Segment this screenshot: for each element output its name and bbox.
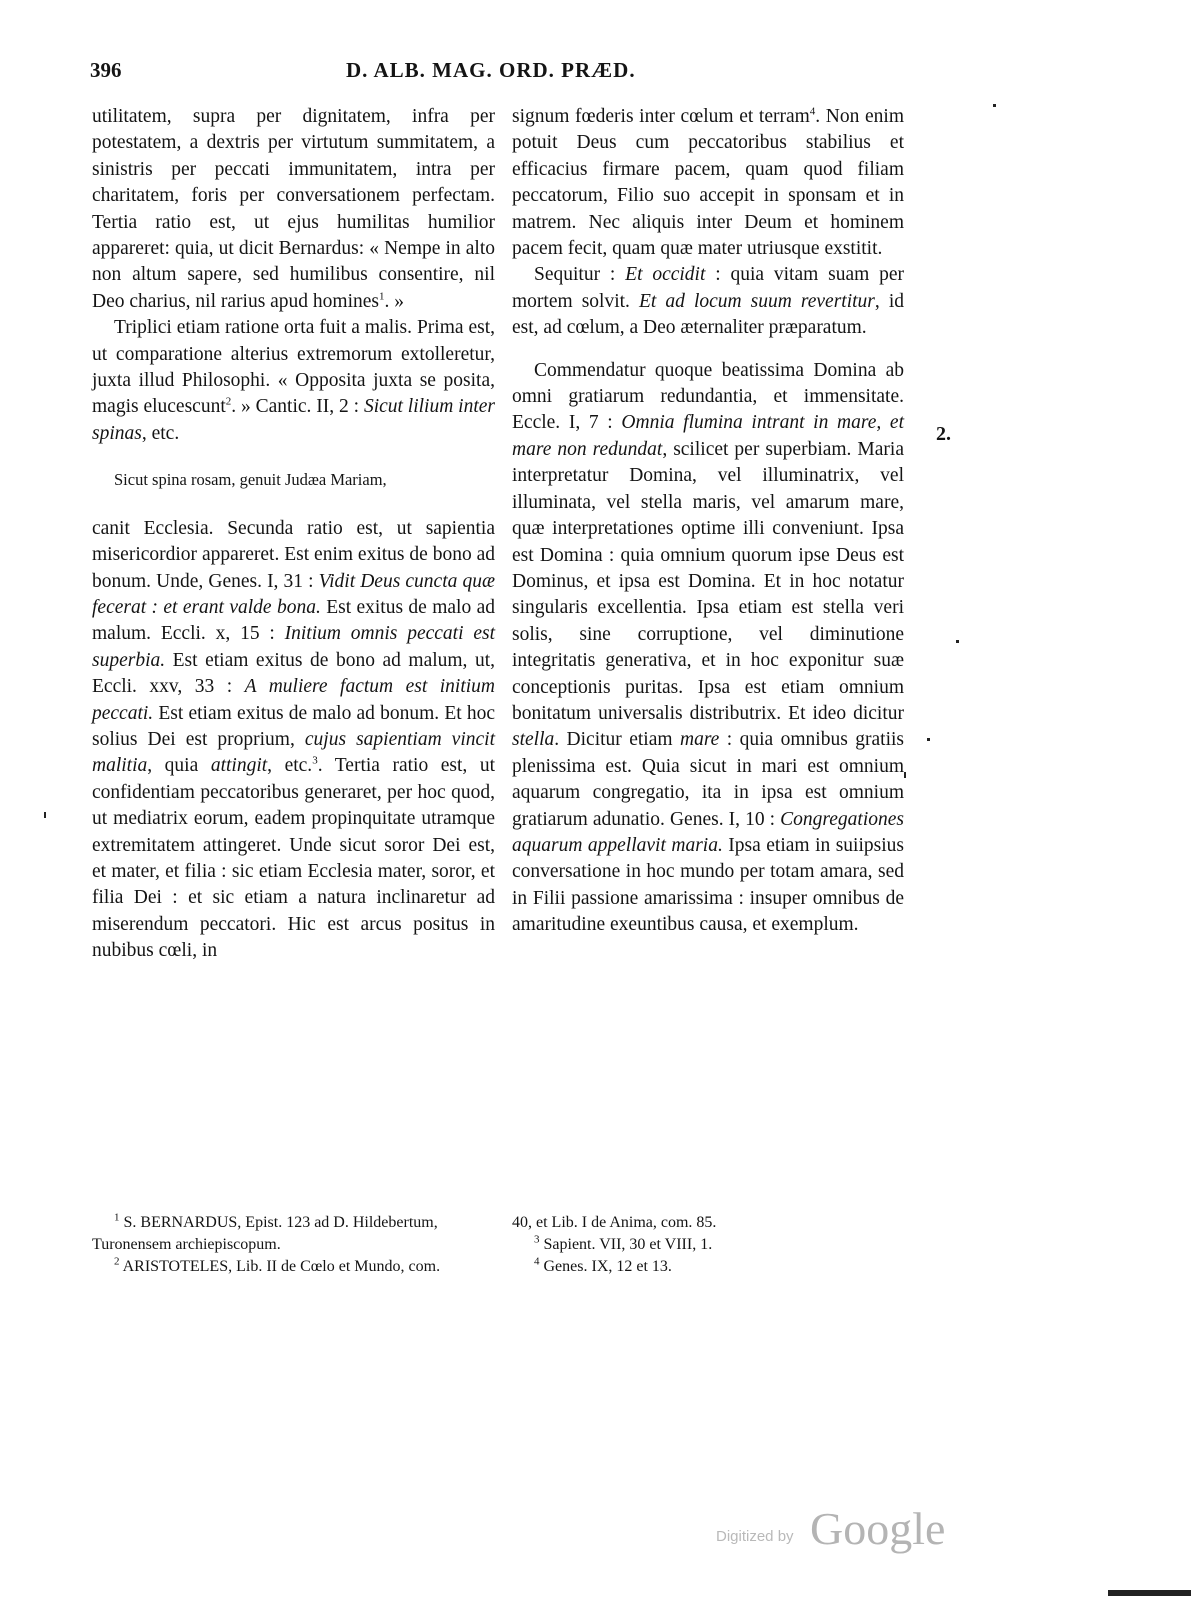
footnote-ref: 3 xyxy=(312,754,318,767)
watermark-prefix: Digitized by xyxy=(716,1528,794,1545)
left-paragraph-3: canit Ecclesia. Secunda ratio est, ut sapientia misericordior appareret. Est enim exitus de bono ad bonum. Unde, Genes. I, 31 : Vidit Deus cuncta quæ fecerat : et erant valde bona. Est exitus de malo ad malum. Eccli. x, 15 : Initium omnis peccati est superbia. Est etiam exitus de bono ad malum, ut, Eccli. xxv, 33 : A muliere factum est initium peccati. Est etiam exitus de malo ad bonum. Et hoc solius Dei est proprium, cujus sapientiam vincit malitia, quia attingit, etc.$^3$. Tertia ratio est, ut confidentiam peccatoribus generaret, per hoc quod, ut mediatrix eorum, eadem propinquitate utramque extremitatem attingeret. Unde sicut soror Dei est, et mater, et filia : sic etiam Ecclesia mater, soror, et filia Dei : et sic etiam a natura inclinaretur ad miserendum peccatori. Hic est arcus positus in nubibus cœli, in xyxy=(92,517,496,962)
left-paragraph-2: Triplici etiam ratione orta fuit a malis. Prima est, ut comparatione alterius extremorum extolleretur, juxta illud Philosophi. « Opposita juxta se posita, magis elucescunt$^2$. » Cantic. II, 2 : Sicut lilium inter spinas, etc. xyxy=(92,317,496,444)
scan-dot xyxy=(927,738,930,741)
scan-dot xyxy=(993,104,996,107)
right-paragraph-1: signum fœderis inter cœlum et terram$^4$. Non enim potuit Deus cum peccatoribus stabilius et efficacius firmare pacem, quam quod filiam peccatorum, Filio suo accepit in sponsam et in matrem. Nec aliquis inter Deum et hominem pacem fecit, quam quæ mater utriusque exstitit. xyxy=(512,105,904,260)
footnote-3: $^3$ Sapient. VII, 30 et VIII, 1. xyxy=(534,1233,713,1253)
footnote-ref: 1 xyxy=(379,290,385,303)
scan-dot xyxy=(956,640,959,643)
footnote-ref: 4 xyxy=(809,105,816,118)
scan-edge-mark xyxy=(1108,1590,1191,1596)
right-column xyxy=(512,104,904,939)
digitized-watermark xyxy=(716,1500,976,1560)
footnote-1: $^1$ S. BERNARDUS, Epist. 123 ad D. Hildebertum, Turonensem archiepiscopum. xyxy=(92,1211,438,1253)
running-title: D. ALB. MAG. ORD. PRÆD. xyxy=(346,58,636,82)
scan-dot xyxy=(904,772,906,778)
right-paragraph-3: Commendatur quoque beatissima Domina ab omni gratiarum redundantia, et immensitate. Eccle. I, 7 : Omnia flumina intrant in mare, et mare non redundat, scilicet per superbiam. Maria interpretatur Domina, vel illuminatrix, vel illuminata, vel stella maris, vel amarum mare, quæ interpretationes optime illi conveniunt. Ipsa est Domina : quia omnium quorum ipse Deus est Dominus, et ipsa est Domina. Et in hoc notatur singularis excellentia. Ipsa etiam est stella veri solis, sine corruptione, vel diminutione integritatis generativa, et in hoc exponitur suæ conceptionis puritas. Ipsa est etiam omnium bonitatum universalis distributrix. Et ideo dicitur stella. Dicitur etiam mare : quia omnibus gratiis plenissima est. Quia sicut in mari est omnium aquarum congregatio, ita in ipsa est omnium gratiarum adunatio. Genes. I, 10 : Congregationes aquarum appellavit maria. Ipsa etiam in suiipsius conversatione in hoc mundo per totam amara, sed in Filii passione amarissima : insuper omnibus de amaritudine exeuntibus causa, et exemplum. xyxy=(512,359,904,936)
page-number: 396 xyxy=(90,58,122,82)
margin-section-number: 2. xyxy=(936,423,951,445)
verse-quote: Sicut spina rosam, genuit Judæa Mariam, xyxy=(114,470,387,490)
footnote-4: $^4$ Genes. IX, 12 et 13. xyxy=(534,1255,672,1275)
left-paragraph-1: utilitatem, supra per dignitatem, infra per potestatem, a dextris per virtutum summitatem, a sinistris per peccati immunitatem, intra per charitatem, foris per conversationem perfectam. Tertia ratio est, ut ejus humilitas humilior appareret: quia, ut dicit Bernardus: « Nempe in alto non altum sapere, sed humilibus consentire, nil Deo charius, nil rarius apud homines$^1$. » xyxy=(92,106,495,312)
footnote-2: $^2$ ARISTOTELES, Lib. II de Cœlo et Mundo, com. xyxy=(114,1255,441,1275)
left-column xyxy=(92,104,495,965)
scan-dot xyxy=(44,812,46,818)
footnotes-right xyxy=(512,1212,904,1278)
page-header xyxy=(90,58,890,88)
footnote-2-continued: 40, et Lib. I de Anima, com. 85. xyxy=(512,1214,717,1231)
footnotes-left xyxy=(92,1212,497,1278)
google-logo: Google xyxy=(810,1503,946,1554)
footnote-ref: 2 xyxy=(225,395,232,408)
right-paragraph-2: Sequitur : Et occidit : quia vitam suam per mortem solvit. Et ad locum suum revertitur, id est, ad cœlum, a Deo æternaliter præparatum. xyxy=(512,264,905,339)
